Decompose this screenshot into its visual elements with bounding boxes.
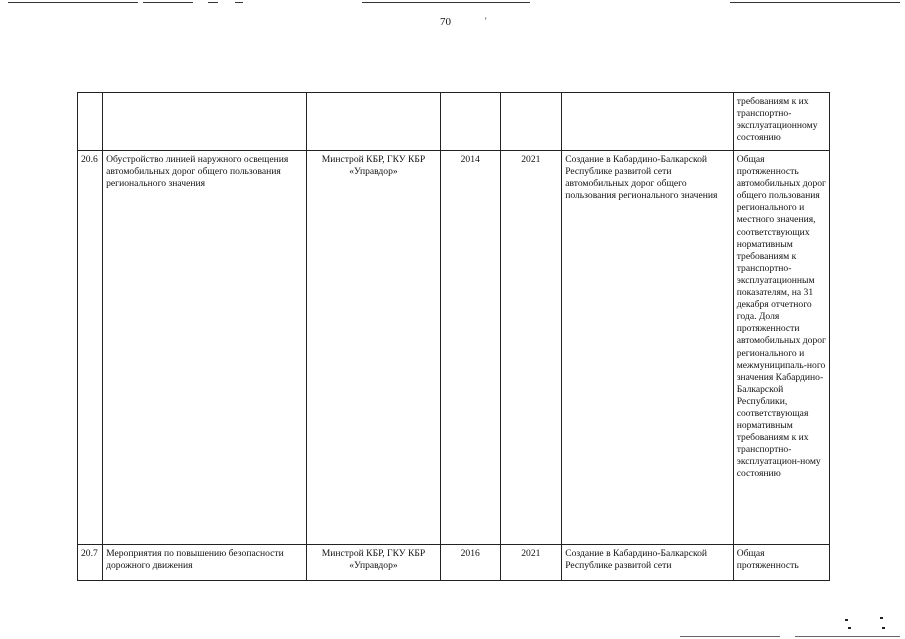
cell-result: Создание в Кабардино-Балкарской Республике развитой сети xyxy=(562,545,734,581)
cell-result xyxy=(562,93,734,151)
scan-artifact-bottom xyxy=(0,619,905,639)
scan-artifact-top xyxy=(0,0,905,6)
table-row xyxy=(78,93,830,151)
cell-indicator: требованиям к их транспортно-эксплуатационному состоянию xyxy=(733,93,829,151)
tick-mark: ' xyxy=(485,16,487,26)
cell-indicator: Общая протяженность автомобильных дорог общего пользования регионального и местного значения, соответствующих нормативным требованиям к транспортно-эксплуатационным показателям, на 31 декабря отчетного года. Доля протяженности автомобильных дорог регионального и межмуниципаль-ного значения Кабардино-Балкарской Республики, соответствующая нормативным требованиям к их транспортно-эксплуатацион-ному состоянию xyxy=(733,151,829,545)
cell-name: Мероприятия по повышению безопасности дорожного движения xyxy=(103,545,307,581)
program-table xyxy=(77,92,830,581)
cell-executor xyxy=(307,93,441,151)
cell-name: Обустройство линией наружного освещения автомобильных дорог общего пользования регионального значения xyxy=(103,151,307,545)
cell-end-year: 2021 xyxy=(500,151,562,545)
cell-number: 20.6 xyxy=(78,151,103,545)
cell-executor: Минстрой КБР, ГКУ КБР «Управдор» xyxy=(307,545,441,581)
cell-start-year xyxy=(440,93,500,151)
cell-name xyxy=(103,93,307,151)
cell-start-year: 2014 xyxy=(440,151,500,545)
cell-start-year: 2016 xyxy=(440,545,500,581)
cell-number xyxy=(78,93,103,151)
cell-number: 20.7 xyxy=(78,545,103,581)
table-row xyxy=(78,151,830,545)
page-number: 70 xyxy=(440,16,451,28)
cell-executor: Минстрой КБР, ГКУ КБР «Управдор» xyxy=(307,151,441,545)
table-row xyxy=(78,545,830,581)
cell-end-year xyxy=(500,93,562,151)
cell-indicator: Общая протяженность xyxy=(733,545,829,581)
cell-end-year: 2021 xyxy=(500,545,562,581)
cell-result: Создание в Кабардино-Балкарской Республике развитой сети автомобильных дорог общего пользования регионального значения xyxy=(562,151,734,545)
